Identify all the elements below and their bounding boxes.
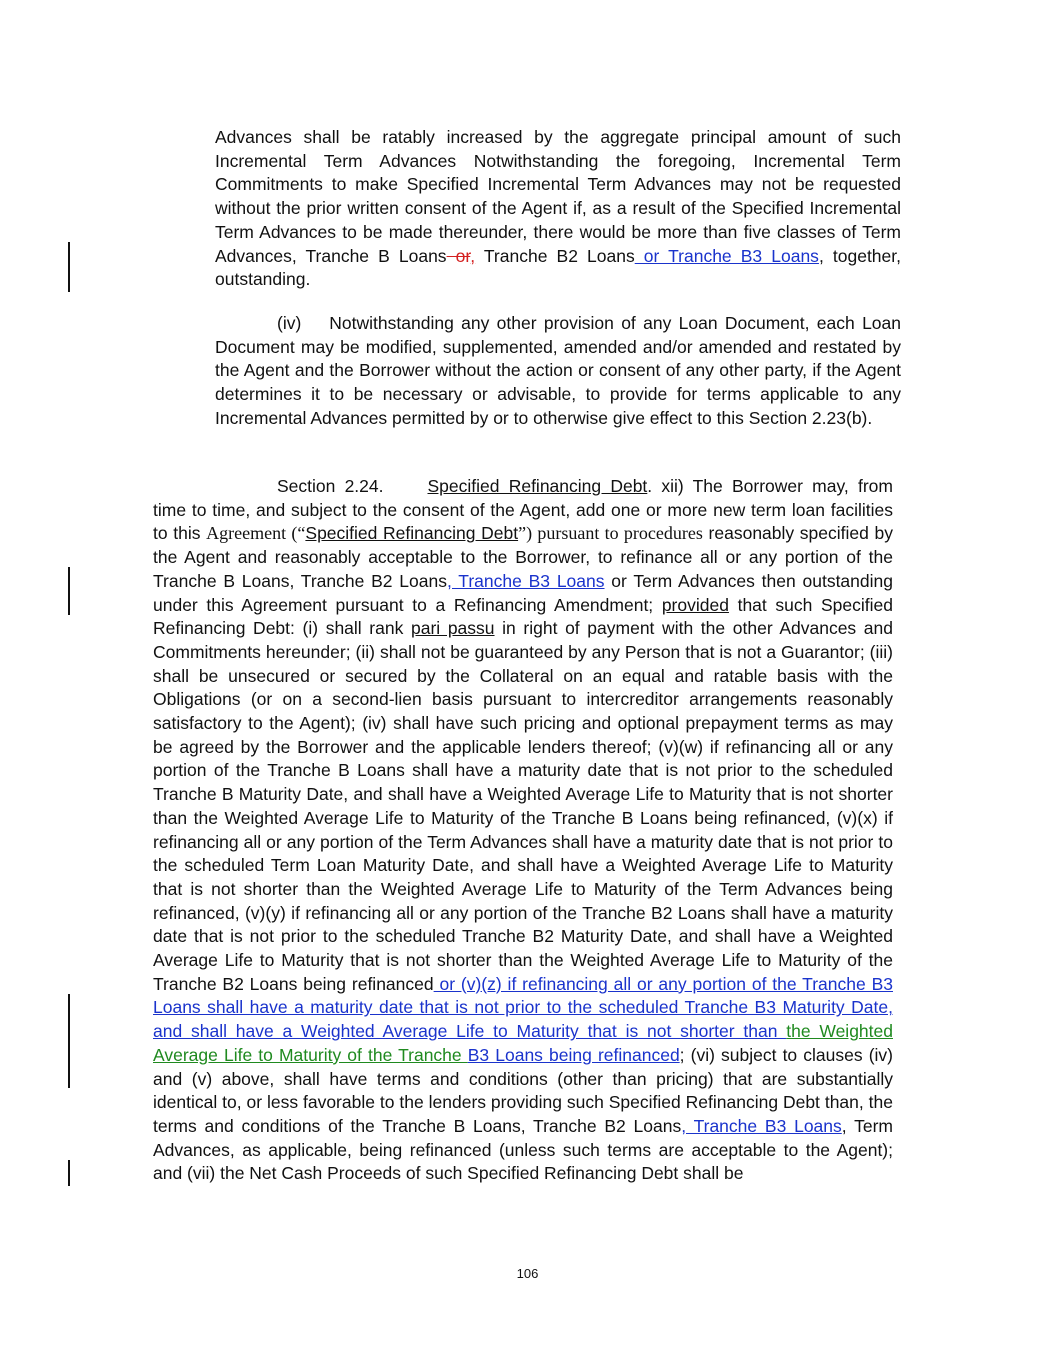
section-text: ”) pursuant to procedures	[518, 523, 703, 544]
inserted-text: or Tranche B3 Loans	[634, 245, 819, 266]
change-bar	[68, 1160, 70, 1186]
section-text: ; (vi) subject to clauses (iv) and (v) above, shall have terms and conditions (other than pricing) that are substantially identical to, or less favorable to the lenders providing such Specified Refinancing Debt than, the terms and conditions of the Tranche B Loans, Tranche B2 Loans	[153, 1044, 893, 1136]
section-text: in right of payment with the other Advances and Commitments hereunder; (ii) shall not be guaranteed by any Person that is not a Guarantor; (iii) shall be unsecured or secured by the Collateral on an equal and ratable basis with the Obligations (or on a second-lien basis pursuant to intercreditor arrangements reasonably satisfactory to the Agent); (iv) shall have such pricing and optional prepayment terms as may be agreed by the Borrower and the applicable lenders thereof; (v)(w) if refinancing all or any portion of the Tranche B Loans shall have a maturity date that is not prior to the scheduled Tranche B Maturity Date, and shall have a Weighted Average Life to Maturity that is not shorter than the Weighted Average Life to Maturity of the Tranche B Loans being refinanced, (v)(x) if refinancing all or any portion of the Term Advances shall have a maturity date that is not prior to the scheduled Term Loan Maturity Date, and shall have a Weighted Average Life to Maturity that is not shorter than the Weighted Average Life to Maturity of the Term Advances being refinanced, (v)(y) if refinancing all or any portion of the Tranche B2 Loans shall have a maturity date that is not prior to the scheduled Tranche B2 Maturity Date, and shall have a Weighted Average Life to Maturity that is not shorter than the Weighted Average Life to Maturity of the Tranche B2 Loans being refinanced	[153, 618, 894, 994]
change-bar	[68, 242, 70, 292]
section-text: . xii) The Borrower may, from time to time, and subject to the consent of the Agent, add one or more new term loan facilities to this	[153, 476, 893, 544]
section-text: Agreement (“	[206, 523, 306, 544]
paragraph-iv	[215, 312, 901, 431]
paragraph-text: , together, outstanding.	[215, 245, 901, 290]
section-2-24	[153, 475, 893, 1186]
deleted-text: or	[446, 245, 471, 266]
section-text: reasonably specified by the Agent and reasonably acceptable to the Borrower, to refinance all or any portion of the Tranche B Loans, Tranche B2 Loans	[153, 523, 894, 591]
emphasis-term: pari passu	[411, 618, 495, 639]
section-text: that such Specified Refinancing Debt: (i) shall rank	[153, 594, 893, 639]
change-bar	[68, 567, 70, 615]
inserted-text: , Tranche B3 Loans	[681, 1115, 842, 1136]
paragraph-text: Notwithstanding any other provision of any Loan Document, each Loan Document may be modified, supplemented, amended and/or amended and restated by the Agent and the Borrower without the action or consent of any other party, if the Agent determines it to be necessary or advisable, to provide for terms applicable to any Incremental Advances permitted by or to otherwise give effect to this Section 2.23(b).	[215, 313, 901, 428]
section-number: Section 2.24.	[277, 476, 384, 496]
section-text: , Term Advances, as applicable, being refinanced (unless such terms are acceptable to the Agent); and (vii) the Net Cash Proceeds of such Specified Refinancing Debt shall be	[153, 1115, 893, 1184]
section-heading: Specified Refinancing Debt	[427, 476, 648, 496]
clause-number: (iv)	[277, 313, 302, 333]
inserted-text: B3 Loans being refinanced	[467, 1044, 680, 1065]
paragraph-text: Advances shall be ratably increased by the aggregate principal amount of such Incremental Term Advances Notwithstanding the foregoing, Incremental Term Commitments to make Specified Incremental Term Advances may not be requested without the prior written consent of the Agent if, as a result of the Specified Incremental Term Advances to be made thereunder, there would be more than five classes of Term Advances, Tranche B Loans	[215, 127, 901, 266]
page-number: 106	[516, 1266, 539, 1281]
moved-text: the Weighted Average Life to Maturity of the Tranche	[153, 1021, 893, 1065]
inserted-comma: ,	[470, 245, 476, 266]
change-bar	[68, 994, 70, 1088]
section-text: or Term Advances then outstanding under this Agreement pursuant to a Refinancing Amendment;	[153, 570, 893, 615]
paragraph-continuation	[215, 126, 901, 292]
inserted-text: or (v)(z) if refinancing all or any portion of the Tranche B3 Loans shall have a maturity date that is not prior to the scheduled Tranche B3 Maturity Date, and shall have a Weighted Average Life to Maturity that is not shorter than	[153, 973, 893, 1042]
paragraph-text: Tranche B2 Loans	[475, 245, 635, 266]
inserted-text: , Tranche B3 Loans	[446, 570, 605, 591]
defined-term: Specified Refinancing Debt	[305, 523, 519, 544]
emphasis-term: provided	[661, 594, 729, 615]
